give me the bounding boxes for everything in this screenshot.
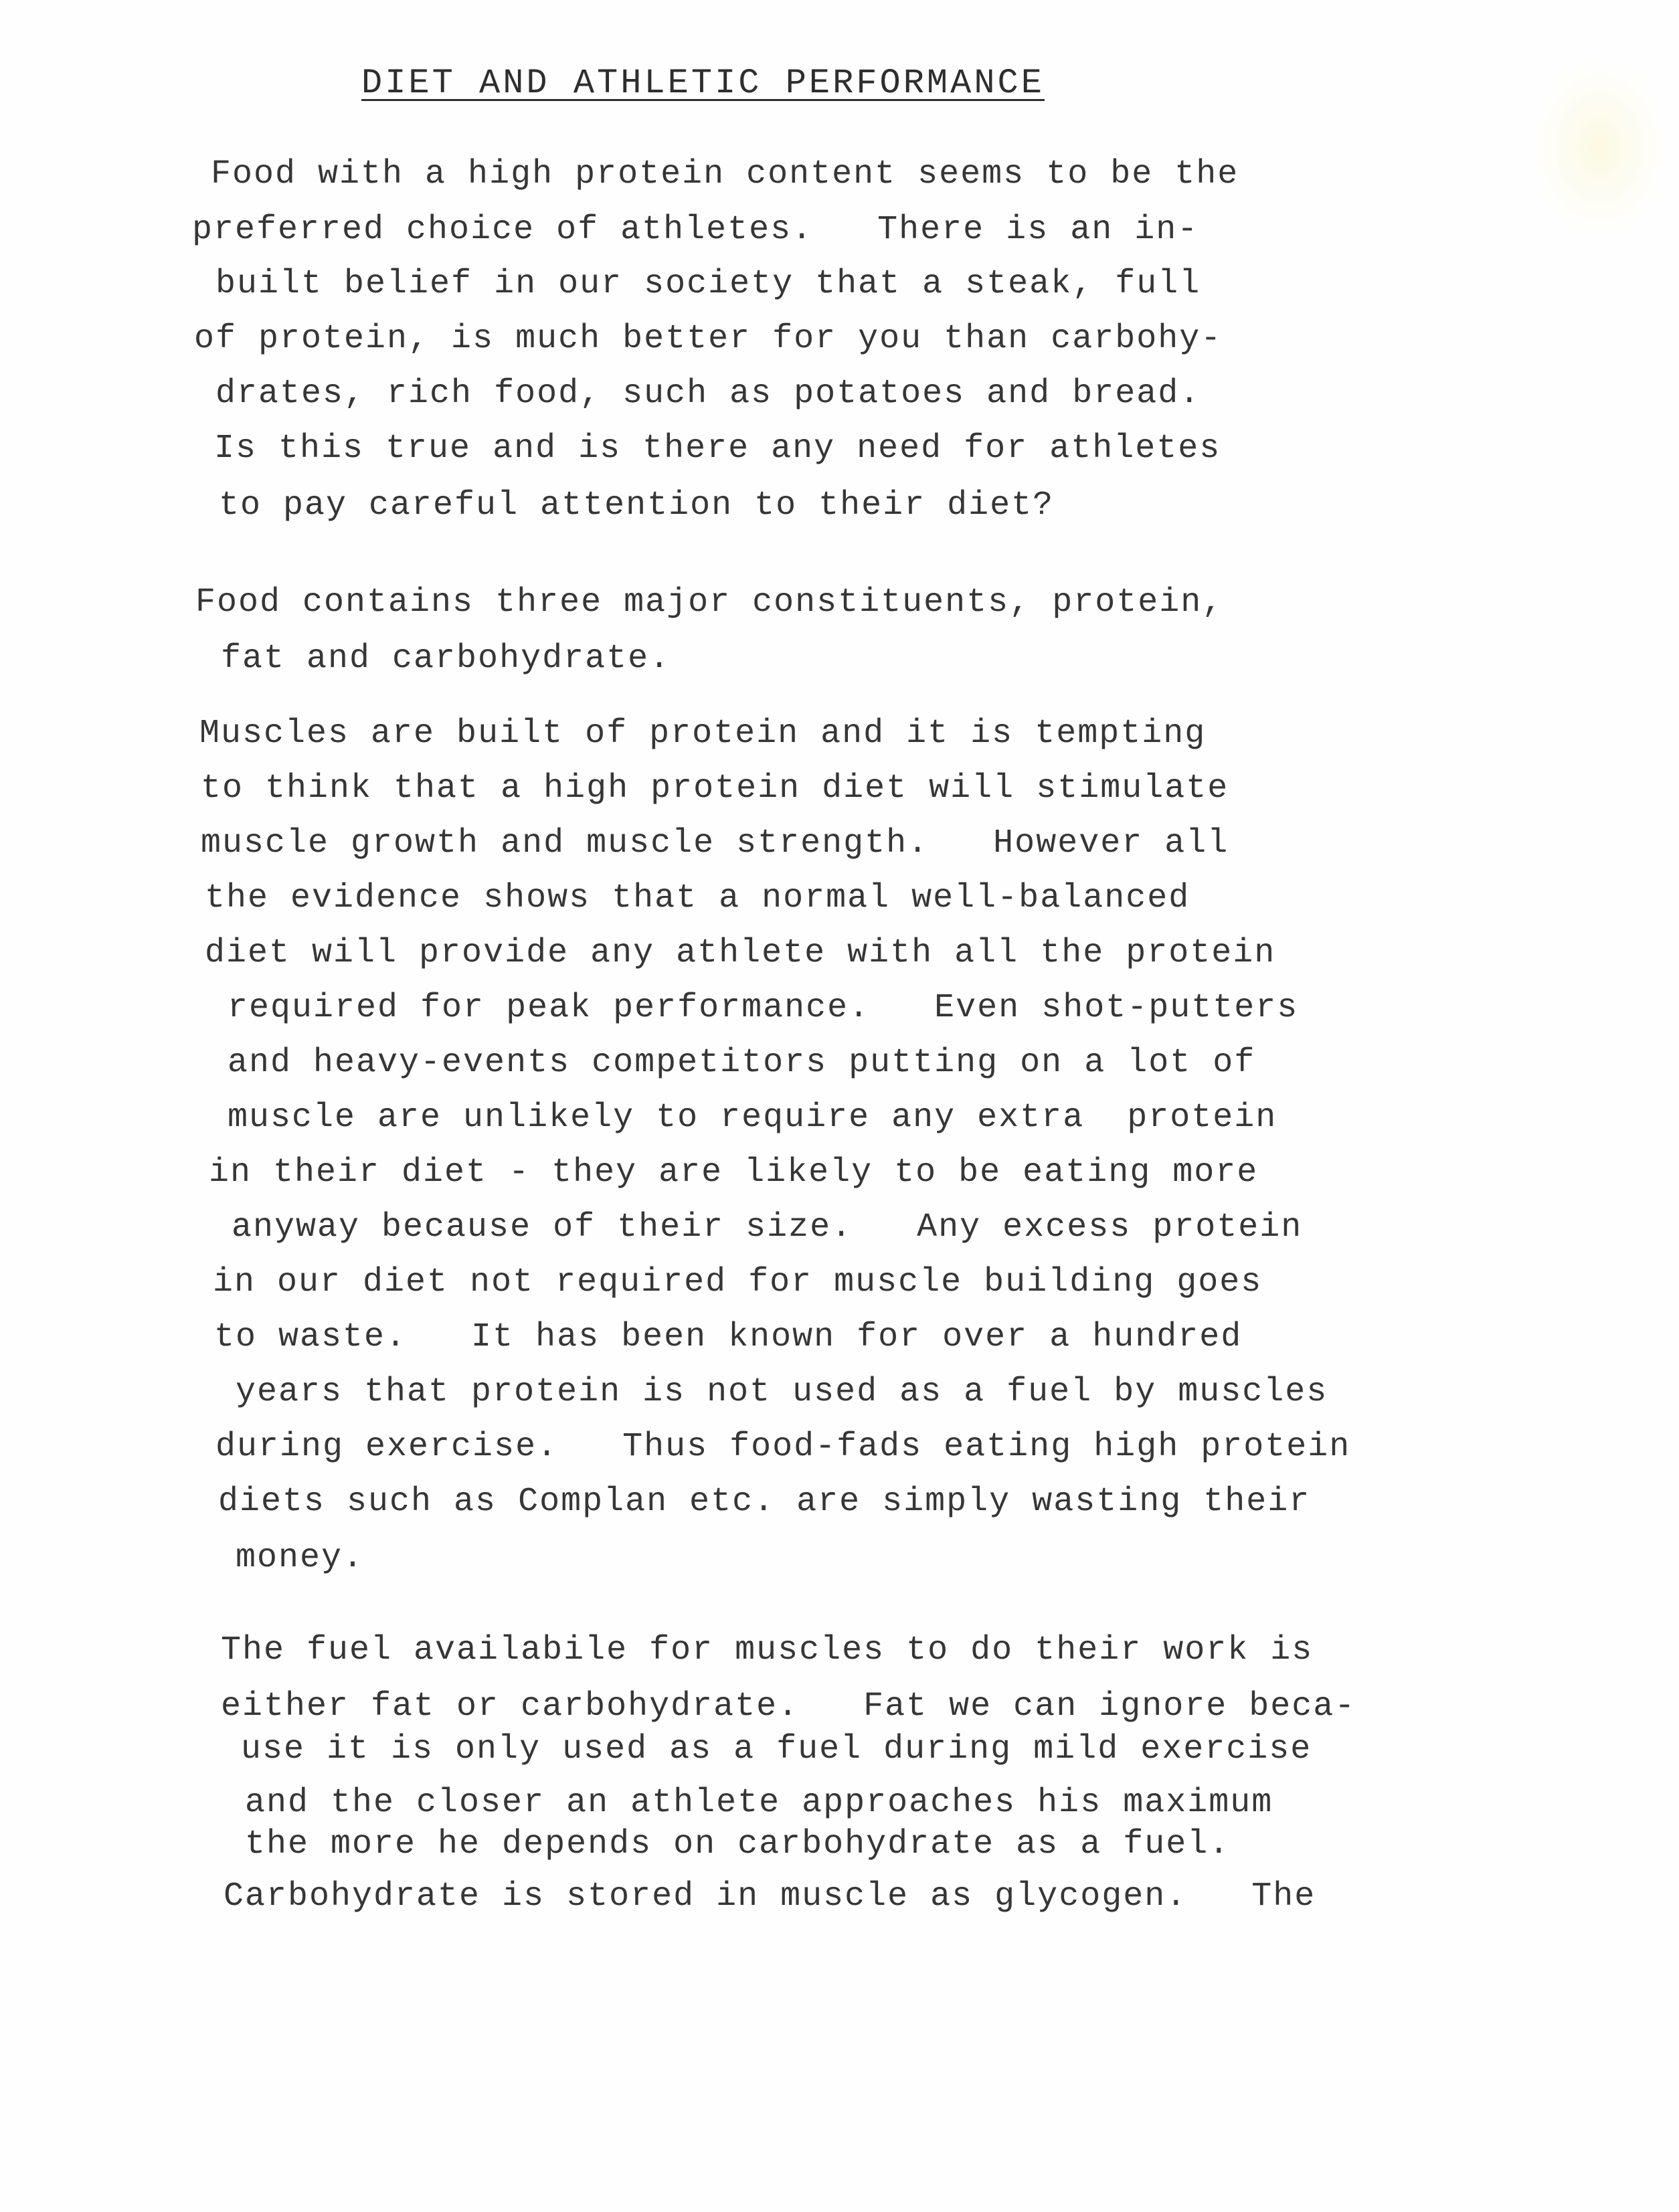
text-line: the more he depends on carbohydrate as a fuel.	[245, 1825, 1231, 1863]
text-line: during exercise. Thus food-fads eating high protein	[215, 1428, 1351, 1466]
text-line: the evidence shows that a normal well-balanced	[205, 879, 1190, 917]
text-line: diet will provide any athlete with all the protein	[205, 934, 1276, 972]
text-line: to pay careful attention to their diet?	[219, 486, 1055, 525]
text-line: anyway because of their size. Any excess protein	[232, 1208, 1303, 1247]
text-line: to waste. It has been known for over a hundred	[214, 1318, 1243, 1356]
text-line: in their diet - they are likely to be eating more	[209, 1154, 1259, 1192]
text-line: in our diet not required for muscle building goes	[213, 1263, 1263, 1301]
text-line: and heavy-events competitors putting on a lot of	[228, 1044, 1256, 1082]
text-line: money.	[236, 1539, 365, 1577]
text-line: either fat or carbohydrate. Fat we can ignore beca-	[221, 1687, 1356, 1726]
text-line: preferred choice of athletes. There is an in-	[192, 211, 1199, 249]
text-line: and the closer an athlete approaches his maximum	[245, 1784, 1273, 1822]
paper-stain	[1532, 60, 1666, 234]
text-line: required for peak performance. Even shot-putters	[228, 989, 1299, 1027]
text-line: Carbohydrate is stored in muscle as glycogen. The	[224, 1877, 1316, 1916]
text-line: use it is only used as a fuel during mild exercise	[241, 1730, 1312, 1768]
text-line: muscle growth and muscle strength. However all	[201, 824, 1229, 862]
text-line: built belief in our society that a steak, full	[215, 265, 1201, 303]
text-line: years that protein is not used as a fuel by muscles	[236, 1373, 1328, 1411]
document-title: DIET AND ATHLETIC PERFORMANCE	[361, 64, 1045, 103]
text-line: muscle are unlikely to require any extra protein	[228, 1099, 1277, 1137]
text-line: fat and carbohydrate.	[221, 640, 671, 678]
text-line: drates, rich food, such as potatoes and bread.	[215, 375, 1201, 413]
text-line: Muscles are built of protein and it is tempting	[199, 715, 1207, 753]
text-line: Food contains three major constituents, protein,	[195, 583, 1224, 622]
text-line: of protein, is much better for you than carbohy-	[194, 320, 1223, 358]
text-line: Is this true and is there any need for athletes	[214, 430, 1221, 468]
text-line: Food with a high protein content seems to be the	[211, 155, 1239, 193]
text-line: diets such as Complan etc. are simply wasting their	[218, 1483, 1311, 1521]
text-line: to think that a high protein diet will stimulate	[201, 769, 1229, 808]
text-line: The fuel availabile for muscles to do their work is	[221, 1631, 1314, 1669]
